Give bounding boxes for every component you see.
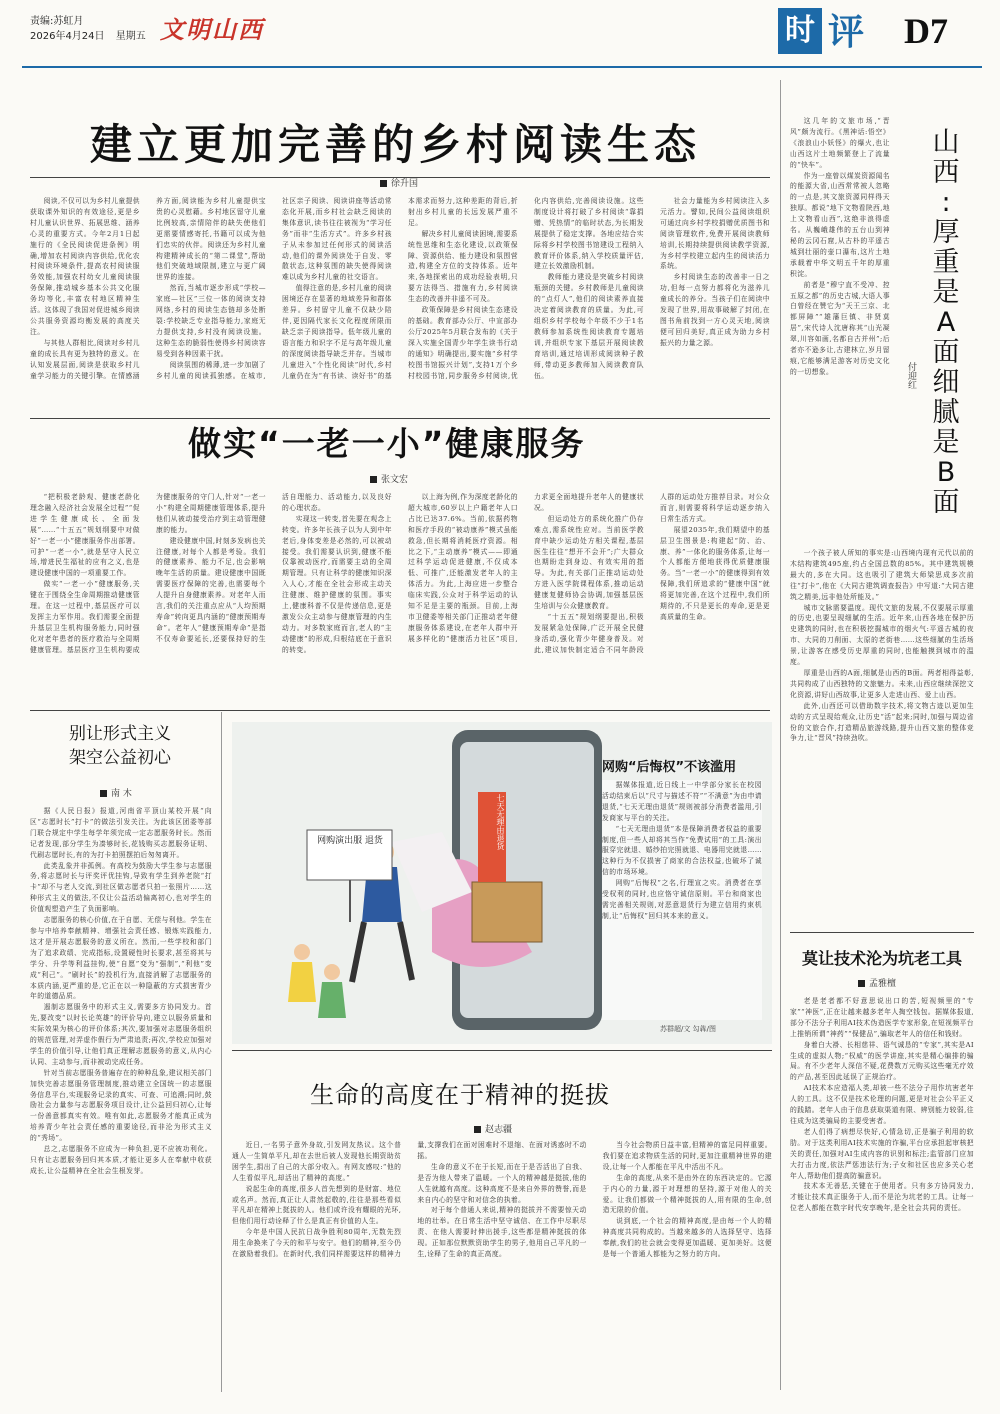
paragraph: “七天无理由退货”本是保障消费者权益的重要制度,但一些人却将其当作“免费试用”的工具:演出服穿完就退、婚纱拍完照就退、电器用完就退……这种行为不仅损害了商家的合法权益,也破坏了诚信的市场环境。 <box>602 824 762 877</box>
page-number: D7 <box>904 11 948 51</box>
paragraph: 然而,当城市逐步形成“学校—家庭—社区”三位一体的阅读支持网络,乡村的阅读生态链却多处断裂:学校缺乏专业指导能力,家庭无力提供支持,乡村没有阅读设施。这种生态的脆弱性使得乡村阅读容易受到各种因素干扰。 <box>156 284 266 358</box>
paragraph: 做实“一老一小”健康服务,关键在于围绕全生命周期推动健康管理。在这一过程中,基层医疗可以发挥主力军作用。我们需要全面提升基层卫生机构服务能力,同时强化对老年患者的医疗救治与全周期健康管理。基层医疗卫生机构要成为健康服务的守门人,针对“一老一小”构建全周期健康管理体系,提升他们从被动接受治疗到主动管理健康的能力。 <box>30 493 266 654</box>
article-5-title-char: 重 <box>932 247 960 278</box>
article-6-title: 莫让技术沦为坑老工具 <box>801 949 962 968</box>
paragraph: 今年是中国人民抗日战争胜利80周年,无数先烈用生命换来了今天的和平与安宁。他们的精神,至今仍在激励着我们。在新时代,我们同样需要这样的精神力量,支撑我们在面对困难时不退缩、在面对诱惑时不动摇。 <box>232 1141 587 1259</box>
article-2-byline <box>370 472 408 485</box>
paragraph: 说到底,一个社会的精神高度,是由每一个人的精神高度共同构成的。当越来越多的人选择坚守、选择奉献,我们的社会就会变得更加温暖、更加美好。这便是每一个普通人都能为之努力的方向。 <box>602 1217 772 1259</box>
paragraph: 但运动处方的系统化推广仍存难点,需系统性应对。当前医学教育中缺少运动处方相关课程,基层医生往往“想开不会开”;广大群众也期盼走到身边、有效实用的指导。为此,有关部门正推动运动处方进入医学院课程体系,推动运动健康复健师协会协调,加强基层医生培训与公众健康教育。 <box>534 514 644 611</box>
article-6-body <box>790 996 974 1394</box>
article-5-title-char: 面 <box>932 337 960 368</box>
paragraph: 总之,志愿服务不应成为一种负担,更不应被功利化。只有让志愿服务回归其本质,才能让更多人在奉献中收获成长,让公益精神在全社会生根发芽。 <box>30 1145 212 1175</box>
article-3-author: 南 木 <box>111 789 132 799</box>
paragraph: “把积极老龄观、健康老龄化理念融入经济社会发展全过程”“促进学生健康成长、全面发展”……“十五五”规划纲要中对做好“一老一小”健康服务作出部署。可护“一老一小”,就是坚守人民立场,增进民生福祉的应有之义,也是建设健康中国的一项重要工作。 <box>30 493 140 578</box>
kid-1-body <box>288 962 316 1002</box>
article-3-title-line2: 架空公益初心 <box>69 748 171 768</box>
cartoon-sign-text: 网购演出服 退货 <box>317 836 383 846</box>
paragraph: 据《人民日报》报道,河南省平顶山某校开展“向区“志愿时长”打卡”的做法引发关注。为此该区团委等部门联合规定中学生每学年须完成一定志愿服务时长。然而记者发现,部分学生为凑够时长,花钱购买志愿服务证明、代刷志愿时长,有的为打卡拍照摆拍后匆匆离开。 <box>30 807 212 859</box>
header-editor: 责编:苏虹月 <box>30 16 84 27</box>
article-5-title-char: 面 <box>932 487 960 518</box>
divider-a3 <box>221 712 222 1392</box>
header-rule <box>22 66 982 68</box>
article-5-title-char: 西 <box>932 157 960 188</box>
paragraph: 这几年的文旅市场,“晋风”颇为流行。《黑神话:悟空》《浪浪山小妖怪》的爆火,也让山西这片土地频繁登上了流量的“快车”。 <box>790 117 890 169</box>
article-5-title-char: 是 <box>932 277 960 308</box>
paragraph: 社会力量能为乡村阅读注入多元活力。譬如,民间公益阅读组织可通过向乡村学校捐赠优质图书和阅读管理软件,免费开展阅读教师培训,长期持续提供阅读教学资源,为乡村学校建立起内生的阅读活力系统。 <box>660 197 770 271</box>
article-5-title-char: 腻 <box>932 397 960 428</box>
divider-right <box>780 80 781 1390</box>
article-2-author: 张文宏 <box>381 475 409 485</box>
paragraph: 解决乡村儿童阅读困境,需要系统性思维和生态化建设,以政策保障、资源供给、能力建设和氛围营造,构建全方位的支持体系。近年来,各地探索出的成功经验表明,只要方法得当、措施有力,乡村阅读生态的改善并非遥不可及。 <box>408 229 518 304</box>
article-5-title-char: 厚 <box>932 217 960 248</box>
paragraph: 说起生命的高度,很多人首先想到的是财富、地位或名声。然而,真正让人肃然起敬的,往往是那些看似平凡却在精神上挺拔的人。他们或许没有耀眼的光环,但他们用行动诠释了什么是真正有价值的人生。 <box>232 1184 402 1226</box>
paragraph: 前者是“穆宁直不受冲、控五原之都”的历史古城,大语人事白曾经在赞它为“天王三京、北都屏障”“雄藩巨镇、非贤莫居”,宋代诗人沈唐称其“山光凝翠,川容如画,名都自古并州”;后者亦不逊多让,古建林立,岁月留痕,它能够满足游客对历史文化的一切想象。 <box>790 280 890 376</box>
article-2-title-post: 健康服务 <box>445 424 586 463</box>
paragraph: 生命的高度,从来不是由外在的东西决定的。它源于内心的力量,源于对理想的坚持,源于对他人的关爱。让我们都做一个精神挺拔的人,用有限的生命,创造无限的价值。 <box>602 1173 772 1215</box>
section-rule-2 <box>30 710 770 711</box>
paragraph: 展望2035年,我们期望中的基层卫生图景是:构建起“防、治、康、养”一体化的服务体系,让每一个人都能方便地获得优质健康服务。当“一老一小”的健康得到有效保障,我们所追求的“健康中国”就将更加完善,在这个过程中,我们所期待的,不只是更长的寿命,更是更高质量的生命。 <box>660 525 770 621</box>
kid-1-head <box>294 944 310 960</box>
paragraph: 此外,山西还可以借助数字技术,将文物古迹以更加生动的方式呈现给观众,让历史“活”起来;同时,加强与周边省份的文旅合作,打造精品旅游线路,提升山西文旅的整体竞争力,让“晋风”持续劲吹。 <box>790 701 974 743</box>
paragraph: 针对当前志愿服务普遍存在的种种乱象,建议相关部门加快完善志愿服务管理制度,推动建立全国统一的志愿服务信息平台,实现服务记录的真实、可查、可追溯;同时,鼓励社会力量参与志愿服务项目设计,让公益回归初心,让每一份善意都真实有效。唯有如此,志愿服务才能真正成为培养青少年社会责任感的重要途径,而非沦为形式主义的“秀场”。 <box>30 1068 212 1143</box>
article-5-title-char: 是 <box>932 427 960 458</box>
paragraph: 作为一座曾以煤炭资源闻名的能源大省,山西常常被人忽略的一点是,其文旅资源同样得天独厚。都说“地下文物看陕西,地上文物看山西”,这绝非浪得虚名。从巍峨雄伟的五台山到神秘的云冈石窟,从古朴的平遥古城到壮丽的壶口瀑布,这片土地承载着中华文明五千年的厚重积淀。 <box>790 171 890 278</box>
byline-marker-icon <box>858 980 865 987</box>
article-5-title-char: 细 <box>932 367 960 398</box>
paragraph: 乡村阅读生态的改善非一日之功,但每一点努力都将化为滋养儿童成长的养分。当孩子们在阅读中发现了世界,用故事破解了封闭,在图书角前找到一方心灵天地,阅读便可回归美好,真正成为助力乡村振兴的力量之源。 <box>660 273 770 347</box>
date-text: 2026年4月24日 <box>30 31 105 42</box>
section-rule-right <box>790 932 974 933</box>
section-badge: 时 <box>778 8 822 54</box>
article-2-title <box>188 418 585 465</box>
paragraph: 教师能力建设是突破乡村阅读瓶颈的关键。乡村教师是儿童阅读的“点灯人”,他们的阅读素养直接决定着阅读教育的质量。为此,可组织乡村学校每个年级不少于1名教师参加系统性阅读教育专题培训,并组织专家下基层开展阅读教育培训,通过培训形成阅读种子教师,带动更多教师加入阅读教育队伍。 <box>534 273 644 380</box>
paragraph: 据媒体报道,近日线上一中学部分家长在校园活动结束后以“尺寸与描述不符”“不满意”为由申请退货,“七天无理由退货”规则被部分消费者滥用,引发商家与平台的关注。 <box>602 781 762 822</box>
article-1-byline <box>380 176 418 189</box>
article-2-title-quote: “一老一小” <box>258 424 446 463</box>
article-4-author: 赵志疆 <box>485 1125 513 1135</box>
paragraph: 政策保障是乡村阅读生态建设的基础。教育部办公厅、中宣部办公厅2025年5月联合发布的《关于深入实施全国青少年学生读书行动的通知》明确提出,要实施“乡村学校图书馆振兴计划”,支持1万个乡村校园书馆,同步服务乡村阅读,优化内容供给,完善阅读设施。这些制度设计将打破了乡村阅读“靠捐赠、凭热情”的临时状态,为长期发展提供了稳定支撑。各地应结合实际将乡村学校图书馆建设工程纳入教育评价体系,纳入学校质量评估,建立长效激励机制。 <box>408 197 644 380</box>
paragraph: 网购“后悔权”之名,行理宣之实。消费者在享受权利的同时,也应恪守诚信原则。平台和商家也需完善相关规则,对恶意退货行为建立信用约束机制,让“后悔权”回归其本来的意义。 <box>602 879 762 920</box>
paragraph: 老是老者都不好意思说出口的苦,短视频里的“专家”“神医”,正在让越来越多老年人掏空钱包。据媒体报道,部分不法分子利用AI技术伪造医学专家形象,在短视频平台上推销所谓“神药”“保健品”,骗取老年人的信任和钱财。 <box>790 997 974 1038</box>
paragraph: 遏制志愿服务中的形式主义,需要多方协同发力。首先,要改变“以时长论英雄”的评价导向,建立以服务质量和实际效果为核心的评价体系;其次,要加强对志愿服务组织的规范管理,对弄虚作假行为严肃追责;再次,学校应加强对学生的价值引导,让他们真正理解志愿服务的意义,从内心认同、主动参与,而非被动完成任务。 <box>30 1003 212 1066</box>
paragraph: 近日,一名男子意外身故,引发网友热议。这个普通人一生简单平凡,却在去世后被人发现他长期资助贫困学生,捐出了自己的大部分收入。有网友感叹:“他的人生看似平凡,却活出了精神的高度。” <box>232 1141 402 1182</box>
article-6-byline <box>858 976 896 989</box>
article-5-author: 付迎红 <box>906 362 916 389</box>
newspaper-logo: 文明山西 <box>160 15 264 44</box>
paragraph: 阅读,不仅可以为乡村儿童提供获取课外知识的有效途径,更是乡村儿童认识世界、拓展思维、涵养心灵的重要方式。今年2月1日起施行的《全民阅读促进条例》明确,增加农村阅读内容供给,优化农村阅读环境条件,提高农村阅读服务效能,加强农村幼女儿童阅读服务保障,推动城乡基本公共文化服务均等化,丰富农村地区精神生活。这体现了我国对促进城乡阅读公共服务资源均衡发展的高度关注。 <box>30 197 140 336</box>
paragraph: 与其他人群相比,阅读对乡村儿童的成长具有更为独特的意义。在认知发展层面,阅读是获取乡村儿童学习能力的关键引擎。在情感涵养方面,阅读能为乡村儿童提供宝贵的心灵慰藉。乡村地区留守儿童比例较高,亲情陪伴的缺失使他们更需要情感寄托,书籍可以成为他们忠实的伙伴。阅读还为乡村儿童构建精神成长的“第二课堂”,帮助他们突破地域限制,建立与更广阔世界的连接。 <box>30 197 266 380</box>
delivery-box <box>472 882 542 942</box>
paragraph: 此类乱象并非孤例。有高校为鼓励大学生参与志愿服务,将志愿时长与评奖评优挂钩,导致有学生到养老院“打卡”却不与老人交流,到社区做志愿者只拍一张照片……这种形式主义的做法,不仅让公益活动偏离初心,也对学生的价值观塑造产生了负面影响。 <box>30 861 212 914</box>
article-5-title-char: A <box>936 307 956 338</box>
paragraph: 值得注意的是,乡村儿童的阅读困境还存在显著的地域差异和群体差异。乡村留守儿童不仅缺少陪伴,更因隔代家长文化程度所限而缺乏亲子阅读指导。低年级儿童的语言能力和识字不足与高年级儿童的深度阅读指导缺乏并存。当城市儿童进入“个性化阅读”时代,乡村儿童仍在为“有书读、读好书”的基本需求而努力,这种差距的背后,折射出乡村儿童的长远发展严重不足。 <box>282 197 518 380</box>
article-4-body <box>232 1140 772 1398</box>
article-6-author: 孟雅檀 <box>869 979 897 989</box>
paragraph: 生命的意义不在于长短,而在于是否活出了自我、是否为他人带来了温暖。一个人的精神越是挺拔,他的人生就越有高度。这种高度不是来自外界的赞誉,而是来自内心的坚守和对信念的执着。 <box>417 1162 587 1204</box>
paragraph: 当今社会物质日益丰富,但精神的富足同样重要。我们要在追求物质生活的同时,更加注重精神世界的建设,让每一个人都能在平凡中活出不凡。 <box>602 1141 772 1171</box>
article-7-body <box>602 780 762 1020</box>
article-5-body-bottom <box>790 548 974 924</box>
paragraph: 建设健康中国,时刻多发病也关注健康,对每个人都是考验。我们的健康素养、能力不足,也会影响晚年生活的质量。建设健康中国既需要医疗保障的完善,也需要每个人提升自身健康素养。对老年人而言,我们的关注重点应从“人均预期寿命”转向更具内涵的“健康预期寿命”。老年人“健康预期寿命”是指不仅寿命要延长,还要保持好的生活自理能力、活动能力,以及良好的心理状态。 <box>156 493 392 643</box>
paragraph: 身着白大褂、长相慈祥、语气诚恳的“专家”,其实是AI生成的虚拟人物;“权威”的医学讲座,其实是精心编排的骗局。有不少老年人深信不疑,花费数万元购买这些毫无疗效的产品,甚至因此延误了正规治疗。 <box>790 1040 974 1082</box>
paragraph: 志愿服务的核心价值,在于自愿、无偿与利他。学生在参与中培养奉献精神、增强社会责任感、锻炼实践能力,这才是开展志愿服务的意义所在。然而,一些学校和部门为了追求政绩、完成指标,设置硬性时长要求,甚至将其与学分、升学等利益挂钩,使“自愿”变为“强制”,“利他”变成“利己”。“刷时长”的投机行为,直接消解了志愿服务的本质内涵,更严重的是,它正在以一种隐蔽的方式损害青少年的道德品质。 <box>30 916 212 1001</box>
paragraph: 老人们得了病想尽快好,心情急切,正是骗子利用的软肋。对于这类利用AI技术实施的诈骗,平台应承担起审核把关的责任,加强对AI生成内容的识别和标注;监管部门应加大打击力度,依法严惩违法行为;子女和社区也应多关心老年人,帮助他们提高防骗意识。 <box>790 1127 974 1180</box>
article-1-body <box>30 196 770 408</box>
cartoon-box-label: 七天无理由退货 <box>496 794 505 850</box>
article-3-byline <box>100 786 132 799</box>
byline-marker-icon <box>100 790 107 797</box>
paragraph: 实现这一转变,首先要在观念上转变。许多年长孩子以为人到中年老后,身体变差是必然的,可以被动接受。我们需要认识到,健康不能仅靠被动医疗,而需要主动的全周期管理。只有让科学的健康知识深入人心,才能在全社会形成主动关注健康、维护健康的氛围。事实上,健康科普不仅是传递信息,更是激发公众主动参与健康管理的内生动力。对多数家庭而言,老人的“主动健康”的形成,归根结底在于意识的转变。 <box>282 514 392 654</box>
article-3-title <box>30 722 210 770</box>
paragraph: 一个孩子被人所知的事实是:山西境内现有元代以前的木结构建筑495座,约占全国总数的85%。其中建筑规模最大的,多在大同。这也吸引了建筑大师梁思成多次前往“打卡”,他在《大同古建筑调查报告》中写道:“大同古建筑之精美,远非他处所能及。” <box>790 549 974 601</box>
paragraph: 技术本无善恶,关键在于使用者。只有多方协同发力,才能让技术真正服务于人,而不是沦为坑老的工具。让每一位老人都能在数字时代安享晚年,是全社会共同的责任。 <box>790 1182 974 1213</box>
byline-marker-icon <box>380 180 387 187</box>
article-5-title-char: 山 <box>932 127 960 158</box>
paragraph: AI技术本应造福人类,却被一些不法分子用作坑害老年人的工具。这不仅是技术伦理的问题,更是对社会公平正义的践踏。老年人由于信息获取渠道有限、辨别能力较弱,往往成为这类骗局的主要受害者。 <box>790 1084 974 1125</box>
byline-marker-icon <box>474 1126 481 1133</box>
article-3-body <box>30 806 212 1392</box>
person-legs <box>352 922 412 982</box>
article-5-title-char: B <box>936 457 956 488</box>
article-7-credit: 苏群超/文 勾犇/图 <box>660 1025 716 1033</box>
article-1-author: 徐升国 <box>391 179 419 189</box>
kid-2-body <box>318 982 346 1018</box>
article-1-title: 建立更加完善的乡村阅读生态 <box>90 120 702 169</box>
paragraph: 阅读氛围的稀薄,进一步加剧了乡村儿童的阅读孤独感。在城市,社区亲子阅读、阅读讲座等活动常态化开展,而乡村社会缺乏阅读的集体意识,读书往往被视为“学习任务”而非“生活方式”。许多乡村孩子从未参加过任何形式的阅读活动,他们的课外阅读处于自发、零散状态,这种氛围的缺失使得阅读难以成为乡村儿童的社交语言。 <box>156 197 392 380</box>
paragraph: “十五五”规划纲要提出,积极发展紧急处保障,广泛开展全民健身活动,强化青少年健身普及。对此,建议加快制定适合不同年龄段人群的运动处方推荐目录。对公众而言,则需要将科学运动逐步纳入日常生活方式。 <box>534 493 770 654</box>
paragraph: 城市文脉需要温度。现代文旅的发展,不仅要展示厚重的历史,也要呈现细腻的生活。近年来,山西各地在保护历史建筑的同时,也在积极挖掘城市的烟火气:平遥古城的夜市、大同的刀削面、太原的老街巷……这些细腻的生活场景,让游客在感受历史厚重的同时,也能触摸到城市的温度。 <box>790 603 974 667</box>
article-2-title-pre: 做实 <box>188 424 258 463</box>
article-4-byline <box>474 1122 512 1135</box>
header-date <box>30 27 146 42</box>
article-7-title: 网购“后悔权”不该滥用 <box>602 760 737 775</box>
section-badge-2: 评 <box>828 12 865 53</box>
article-5-title-char: : <box>941 187 951 218</box>
article-3-title-line1: 别让形式主义 <box>69 724 171 744</box>
article-4-title: 生命的高度在于精神的挺拔 <box>310 1081 610 1109</box>
paragraph: 对于每个普通人来说,精神的挺拔并不需要惊天动地的壮举。在日常生活中坚守诚信、在工作中尽职尽责、在他人需要时伸出援手,这些都是精神挺拔的体现。正如那位默默资助学生的男子,他用自己平凡的一生,诠释了生命的真正高度。 <box>417 1206 587 1259</box>
paragraph: 厚重是山西的A面,细腻是山西的B面。两者相得益彰,共同构成了山西独特的文旅魅力。未来,山西应继续深挖文化资源,讲好山西故事,让更多人走进山西、爱上山西。 <box>790 668 974 699</box>
article-5-body-top <box>790 116 890 546</box>
paragraph: 以上海为例,作为深度老龄化的超大城市,60岁以上户籍老年人口占比已达37.6%。当前,依据药物和医疗手段的“被动康养”模式虽能救急,但长期将消耗医疗资源。相比之下,“主动康养”模式——即通过科学运动促进健康,不仅成本低、可推广,还能激发老年人的主体活力。为此,上海应进一步整合临床实践,公众对于科学运动的认知不足是主要的瓶颈。目前,上海市卫健委等相关部门正推动老年健康服务体系建设,在老年人群中开展多样化的“健康活力社区”项目,力求更全面地提升老年人的健康状况。 <box>408 493 644 643</box>
kid-2-head <box>324 964 340 980</box>
section-rule-3 <box>232 1050 772 1051</box>
weekday-text: 星期五 <box>115 31 146 42</box>
byline-marker-icon <box>370 476 377 483</box>
article-5-title <box>928 128 964 518</box>
article-2-body <box>30 492 770 704</box>
